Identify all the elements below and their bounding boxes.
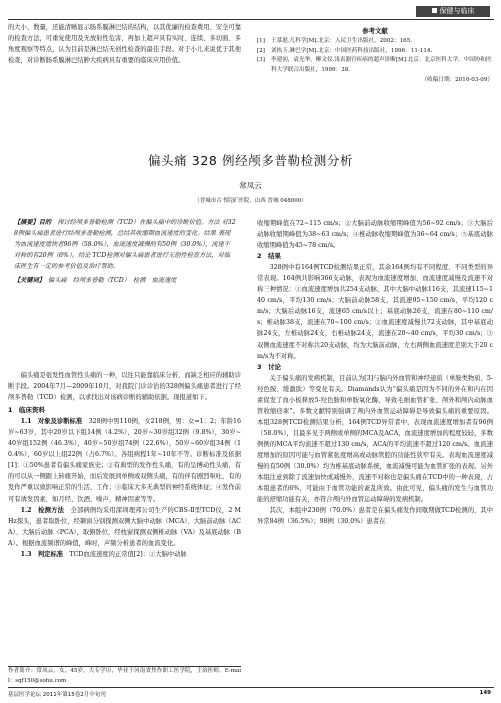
results-paragraph: 328例中有164例TCD检测结果正常，其余164例均有不同程度、不同类型的异常表现。164例共影响366支动脉，表现为血流速度增加、血流速度减慢及流速不对称三种情况：①血流速度增加共254支动脉，其中大脑中动脉116支，其流速115~140 cm/s，平均130 cm/s；大脑前动脉58支，其流速95~150 cm/s，平均120 cm/s；大脑后动脉16支，流速65 cm/s以上；基底动脉26支，流速在80~110 cm/s；椎动脉38支，流速在70~100 cm/s；②血流速度减慢共72支动脉，其中基底动脉24支，左椎动脉24支，右椎动脉24支，流速在20~40 cm/s，平均30 cm/s；③双侧血流速度不对称共20支动脉，均为大脑前动脉，左右两侧血流速度差别大于20 cm/s为不对称。 <box>257 264 493 360</box>
article-title: 偏头痛 328 例经颅多普勒检测分析 <box>147 153 354 168</box>
discussion-paragraph: 关于偏头痛的发病机制，目前认为[3]与脑内外血管和神经递质（单胺类物质、5-羟色胺、缓激肽）等变化有关。Diamands认为“偏头痛是因为不同的外在和内在因素促发了血小板释放5-羟色胺和单胺氧化酶，导致毛细血管扩张、颅外和颅内动脉血管收缩痉挛”。多数文献特别强调了颅内外血管运动障碍是导致偏头痛的重要原因。本组328例TCD检测结果分析，164例TCD异常者中，表现血流速度增加者有96例（58.0%），且最多见于两侧或单侧的MCA及ACA，血流速度增加的程度较轻，多数例例的MCA平均流速不超过130 cm/s，ACA的平均流速不超过120 cm/s。血流速度增加的原因可能与血管紧张度增高或动脉管腔的功能性狭窄有关。表现血流速度减慢的有50例（30.0%）均为椎基底动脉系统，血流减慢可能为血管扩张的表现。另外本组注意到除了流速加快或减慢外，流速不对称也是偏头痛在TCD中的一种表现，占本组患者的6%，可能由于血管功能的紊乱所致。由此可见，偏头痛的发生与血管功能的舒缩功能有关，亦符合颅内外血管运动障碍的发病机制。 <box>257 374 493 504</box>
section-1-1: 1.1 对象及诊断标准 328例中男110例，女218例，男：女=1：2；年龄16岁~63岁，其中20岁以下组14例（4.2%），20岁~30岁组32例（9.8%），30岁~40岁组152例（46.3%），40岁~50岁组74例（22.6%），50岁~60岁组34例（10.4%），60岁以上组22例（占6.7%）。各组病程1年~10年不等。诊断标准及依据[1]：①50%患者有偏头痛家族史；②有典型的发作性头痛，有的呈搏动性头痛，有的可以从一侧跟上转痛开始，而后发展到单侧或双侧头痛，有的伴有剧烈呕吐，有的发作严重以致影响正常的生活、工作；③临床大多无典型的神经系统体征；④发作前可有诱发因素，如月经、饮酒、噪声、精神因素等等。 <box>8 418 242 503</box>
author-note: 作者简介：常凤云，女，45岁，大专学历，毕业于河南省焦作职工医学院，主治医师。E-mail：sqf150@sohu.com <box>8 668 241 684</box>
header-rule <box>8 19 494 20</box>
reference-item: [3] 李建初，袁光华，柳文仪.浅表器官疾病的超声诊断[M].北京：北京医科大学、中国协和医科大学联合出版社，1999：38. <box>257 57 492 73</box>
left-column <box>8 370 241 560</box>
footer-journal: 基层医学论坛 2011年第15卷2月中旬刊 <box>8 692 106 698</box>
criteria-continued: 收缩期峰值在72~115 cm/s；②大脑前动脉收缩期峰值为56~92 cm/s；③大脑后动脉收缩期峰值为38~63 cm/s；④椎动脉收缩期峰值为36~64 cm/s；⑤基底动脉收缩期峰值为45~78 cm/s。 <box>257 220 493 250</box>
keywords-label: 【关键词】 <box>14 276 42 284</box>
abstract <box>14 218 236 286</box>
footer-rule <box>8 687 494 688</box>
journal-section-badge <box>416 6 490 17</box>
section-heading: 3 讨论 <box>257 362 282 371</box>
previous-article-tail: 的大小、数量，还能清晰显示肠系膜淋巴结的结构，以其优廉的检查费用、安全可靠的检查方法，可重复使用及无放射性危害，再加上超声具有实时、连续、多切面、多角度观察等特点，认为目前是淋巴结无创性检查的最佳手段。对于小儿来说优于其他检查，对诊断肠系膜淋巴结肿大疾病具有重要的临床应用价值。 <box>8 24 241 65</box>
discussion-paragraph-2: 其次，本组中230例（70.0%）患者是在偏头痛发作间歇期做TCD检测的，其中异常84例（36.5%）；98例（30.0%）患者在 <box>257 507 493 526</box>
page-header <box>0 0 501 18</box>
keywords-line <box>14 276 236 287</box>
abstract-label: 【摘要】目的 <box>14 219 52 226</box>
section-heading: 2 结果 <box>257 252 282 261</box>
subsection-heading: 1.3 判定标准 <box>20 550 64 558</box>
references <box>257 26 493 86</box>
received-date: （收稿日期：2010-03-09） <box>421 77 493 84</box>
page-number: 149 <box>479 690 491 696</box>
subsection-heading: 1.2 检测方法 <box>20 506 65 514</box>
abstract-text: 探讨经颅多普勒检测（TCD）在偏头痛中的诊断价值。方法 对328例偏头痛患者进行经颅多普勒检测，总结其收缩期血流速度的变化。结果 表现为血流速度增快者96例（58.0%），血流速度减慢的有50例（30.0%），流速不对称的有20例（6%）。结论 TCD检测对偏头痛患者进行无创性检查方法，对临床医生有一定的参考价值及治疗帮助。 <box>14 219 236 270</box>
reference-item: [1] 王慕逖.儿科学[M].北京：人民卫生出版社，2002：165. <box>257 38 413 44</box>
journal-section-label: 保健与临床 <box>439 7 475 15</box>
introduction: 偏头痛是很发性血管性头痛的一种，以往只能靠临床分析，而缺乏相应的辅助诊断手段。2004年7月—2009年10月，对我院门诊诊治的328例偏头痛患者进行了经颅多普勒（TCD）检测，以求找出对该病诊断的辅助依据。现报道如下。 <box>8 372 241 402</box>
square-icon <box>432 8 437 13</box>
keywords-text: 偏头痛 经颅多普勒（TCD） 检测 血流速度 <box>48 276 177 284</box>
right-column <box>257 218 493 527</box>
section-1-3: 1.3 判定标准 TCD血流速度的正常值[2]：①大脑中动脉 <box>20 550 187 558</box>
section-1-2: 1.2 检测方法 全部病例均采用深圳理邦公司生产的CBS-Ⅱ型TCD仪，2 MHz探头，患者取卧位，经颞窗分别探测双侧大脑中动脉（MCA）、大脑前动脉（ACA）、大脑后动脉（PCA），取俯卧位，经枕窗探测双侧椎动脉（VA）及基底动脉（BA）。根据血流频谱的峰值，峰时，声频分析患者的血流变化。 <box>8 506 241 547</box>
abstract-body <box>14 218 236 273</box>
subsection-heading: 1.1 对象及诊断标准 <box>20 418 83 426</box>
article-affiliation: （晋城市古书院矿医院，山西 晋城 048000） <box>194 198 307 204</box>
article-author: 常凤云 <box>239 181 262 190</box>
reference-item: [2] 刘执玉.淋巴学[M].北京：中国医药科技出版社，1996：11-114. <box>257 47 433 54</box>
section-heading: 1 临床资料 <box>8 406 46 415</box>
references-title: 参考文献 <box>362 27 388 35</box>
